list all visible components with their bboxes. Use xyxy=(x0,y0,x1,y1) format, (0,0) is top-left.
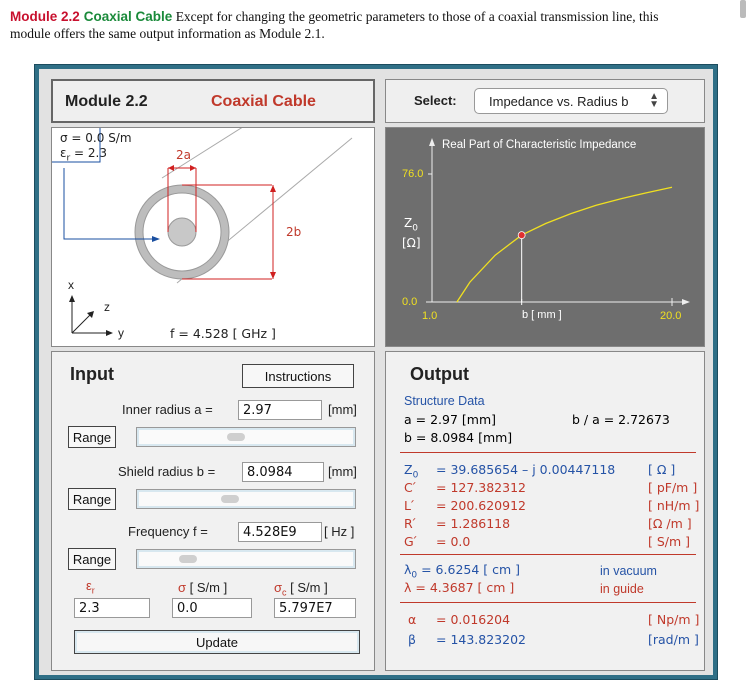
eps-value: = 2.3 xyxy=(70,146,107,160)
inner-radius-input[interactable] xyxy=(238,400,322,420)
impedance-plot-panel xyxy=(385,127,705,347)
input-heading: Input xyxy=(70,364,114,384)
frequency-slider[interactable] xyxy=(136,549,356,569)
label-2a: 2a xyxy=(176,148,191,162)
input-panel xyxy=(51,351,375,671)
r-value: = 1.286118 xyxy=(436,516,511,531)
x-axis-arrow xyxy=(682,299,690,305)
shield-radius-input[interactable] xyxy=(242,462,324,482)
y-axis-arrow xyxy=(429,138,435,146)
caption-text-2: module offers the same output information as Module 2.1. xyxy=(10,26,325,41)
inner-radius-slider-knob[interactable] xyxy=(227,433,245,441)
x-tick-label-right: 20.0 xyxy=(660,310,682,322)
inner-radius-slider[interactable] xyxy=(136,427,356,447)
plot-select-dropdown[interactable] xyxy=(474,88,668,114)
frequency-readout: f = 4.528 [ GHz ] xyxy=(170,326,276,341)
alpha-unit: [ Np/m ] xyxy=(648,612,700,627)
select-panel xyxy=(385,79,705,123)
r-unit: [Ω /m ] xyxy=(648,516,692,531)
g-value: = 0.0 xyxy=(436,534,471,549)
epsilon-subscript: r xyxy=(91,585,95,596)
lambda0-symbol: λ xyxy=(404,562,412,577)
z0-unit: [ Ω ] xyxy=(648,462,676,477)
sigma-c-input[interactable] xyxy=(274,598,356,618)
select-value: Impedance vs. Radius b xyxy=(489,94,629,109)
update-button[interactable]: Update xyxy=(74,630,360,654)
lambda-readout: λ = 4.3687 [ cm ] xyxy=(404,580,515,595)
sigma-symbol: σ xyxy=(178,580,187,595)
y-tick-label-top: 76.0 xyxy=(402,168,424,180)
caption-module: Module 2.2 xyxy=(10,9,80,24)
epsilon-r-input[interactable] xyxy=(74,598,150,618)
epsilon-r-label xyxy=(86,578,95,596)
l-unit: [ nH/m ] xyxy=(648,498,700,513)
impedance-curve xyxy=(457,187,672,302)
c-unit: [ pF/m ] xyxy=(648,480,698,495)
select-label: Select: xyxy=(414,93,457,108)
sigma-label xyxy=(178,580,227,595)
shield-radius-range-button[interactable]: Range xyxy=(68,488,116,510)
beta-unit: [rad/m ] xyxy=(648,632,699,647)
output-divider-2 xyxy=(400,554,696,555)
output-divider-3 xyxy=(400,602,696,603)
z0-value: = 39.685654 – j 0.00447118 xyxy=(436,462,616,477)
l-label: L ́ xyxy=(404,498,415,513)
lambda0-value: = 6.6254 [ cm ] xyxy=(417,562,521,577)
sigma-readout: σ = 0.0 S/m xyxy=(60,131,132,145)
axis-z-label: z xyxy=(104,300,110,314)
frequency-input[interactable] xyxy=(238,522,322,542)
coax-diagram xyxy=(52,128,374,346)
eps-symbol: ε xyxy=(60,146,67,160)
lambda0-readout xyxy=(404,562,520,581)
output-b: b = 8.0984 [mm] xyxy=(404,430,513,445)
sigma-c-unit: [ S/m ] xyxy=(286,580,328,595)
axis-y-label: y xyxy=(118,326,124,340)
caption-text-1: Except for changing the geometric parameters to those of a coaxial transmission line, this xyxy=(175,9,659,24)
module-name: Coaxial Cable xyxy=(211,93,316,110)
sigma-unit-text: [ S/m ] xyxy=(186,580,228,595)
frequency-unit: [ Hz ] xyxy=(324,524,355,539)
eps-subscript: r xyxy=(66,153,71,164)
lambda0-subscript: 0 xyxy=(411,570,418,581)
inner-radius-label: Inner radius a = xyxy=(122,402,213,417)
sigma-c-label xyxy=(274,580,328,598)
sigma-c-symbol: σ xyxy=(274,580,283,595)
sigma-input[interactable] xyxy=(172,598,252,618)
shield-radius-label: Shield radius b = xyxy=(118,464,216,479)
axis-x-label: x xyxy=(68,278,74,292)
epsilon-symbol: ε xyxy=(86,578,92,593)
shield-radius-unit: [mm] xyxy=(328,464,357,479)
label-2b: 2b xyxy=(286,225,302,239)
y-axis-label xyxy=(404,216,418,233)
geometry-panel xyxy=(51,127,375,347)
updown-arrow-icon: ▲ ▼ xyxy=(649,91,659,110)
output-a: a = 2.97 [mm] xyxy=(404,412,496,427)
z0-subscript: 0 xyxy=(412,470,419,481)
module-number: Module 2.2 xyxy=(65,93,148,110)
l-value: = 200.620912 xyxy=(436,498,526,513)
structure-data-heading: Structure Data xyxy=(404,394,485,408)
g-unit: [ S/m ] xyxy=(648,534,691,549)
inner-radius-range-button[interactable]: Range xyxy=(68,426,116,448)
frequency-label: Frequency f = xyxy=(128,524,208,539)
current-point-marker xyxy=(518,232,525,239)
g-label: G ́ xyxy=(404,534,418,549)
beta-label: β xyxy=(408,632,416,647)
y-axis-symbol: Z xyxy=(404,216,413,230)
instructions-button[interactable]: Instructions xyxy=(242,364,354,388)
shield-radius-slider[interactable] xyxy=(136,489,356,509)
y-axis-unit: [Ω] xyxy=(402,236,421,250)
caption-title: Coaxial Cable xyxy=(83,9,173,24)
y-axis-subscript: 0 xyxy=(412,223,418,234)
lambda0-note: in vacuum xyxy=(600,564,657,578)
shield-radius-slider-knob[interactable] xyxy=(221,495,239,503)
plot-title: Real Part of Characteristic Impedance xyxy=(442,139,637,151)
sigma-c-subscript: c xyxy=(282,587,287,598)
beta-value: = 143.823202 xyxy=(436,632,526,647)
y-tick-label-bottom: 0.0 xyxy=(402,296,418,308)
caption xyxy=(10,8,745,42)
module-body xyxy=(39,69,713,675)
alpha-value: = 0.016204 xyxy=(436,612,511,627)
x-tick-label-left: 1.0 xyxy=(422,310,438,322)
z0-symbol: Z xyxy=(404,462,413,477)
scrollbar-thumb[interactable] xyxy=(740,0,746,18)
inner-radius-unit: [mm] xyxy=(328,402,357,417)
x-axis-label: b [ mm ] xyxy=(522,309,562,321)
module-title-box xyxy=(51,79,375,123)
z0-label xyxy=(404,462,418,481)
output-ratio: b / a = 2.72673 xyxy=(572,412,670,427)
output-divider-1 xyxy=(400,452,696,453)
c-value: = 127.382312 xyxy=(436,480,526,495)
module-window xyxy=(34,64,718,680)
r-label: R ́ xyxy=(404,516,417,531)
lambda-note: in guide xyxy=(600,582,644,596)
output-heading: Output xyxy=(410,364,469,384)
alpha-label: α xyxy=(408,612,417,627)
c-label: C ́ xyxy=(404,480,417,495)
output-panel xyxy=(385,351,705,671)
frequency-range-button[interactable]: Range xyxy=(68,548,116,570)
frequency-slider-knob[interactable] xyxy=(179,555,197,563)
